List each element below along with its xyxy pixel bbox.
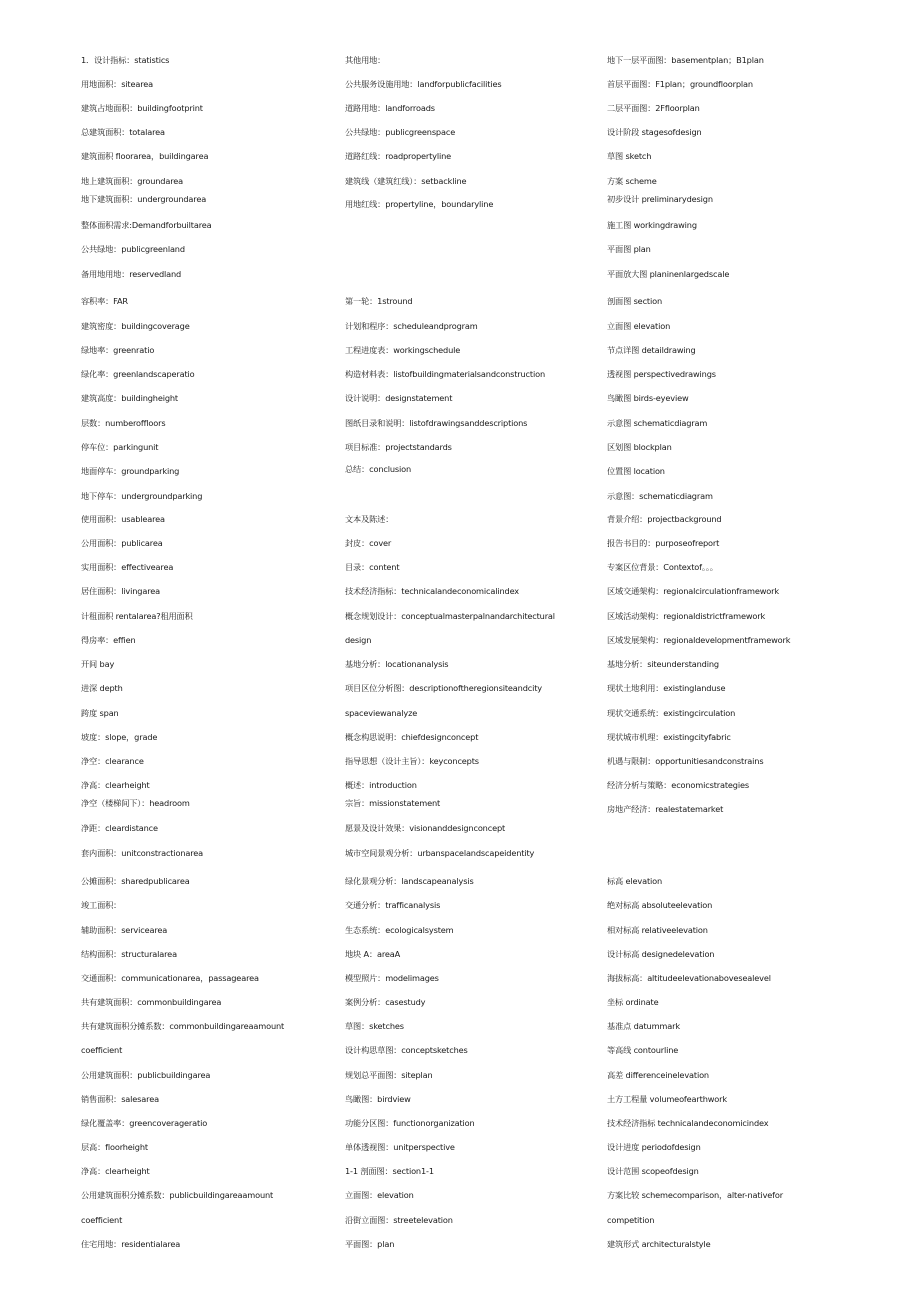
glossary-entry: 地下一层平面图：basementplan；B1plan (607, 55, 764, 65)
glossary-entry: 沿街立面图：streetelevation (345, 1215, 453, 1225)
glossary-entry: 目录：content (345, 562, 400, 572)
glossary-entry: 概念规划设计：conceptualmasterpalnandarchitectural (345, 611, 555, 621)
glossary-entry: 项目区位分析图：descriptionoftheregionsiteandcity (345, 683, 542, 693)
glossary-entry: 基地分析：locationanalysis (345, 659, 449, 669)
glossary-entry: 第一轮：1stround (345, 296, 413, 306)
glossary-entry: 绿化率：greenlandscaperatio (81, 369, 195, 379)
glossary-entry: 其他用地： (345, 55, 386, 65)
glossary-entry: 位置图 location (607, 466, 665, 476)
glossary-entry: 文本及陈述： (345, 514, 394, 524)
glossary-entry: 区划图 blockplan (607, 442, 672, 452)
glossary-entry: 首层平面图：F1plan；groundfloorplan (607, 79, 753, 89)
glossary-entry: 公摊面积：sharedpublicarea (81, 876, 190, 886)
glossary-entry: 草图：sketches (345, 1021, 404, 1031)
glossary-entry: 净距：cleardistance (81, 823, 158, 833)
glossary-entry: 规划总平面图：siteplan (345, 1070, 433, 1080)
glossary-entry: 机遇与限制：opportunitiesandconstrains (607, 756, 764, 766)
glossary-entry: 指导思想（设计主旨）：keyconcepts (345, 756, 479, 766)
glossary-entry: 宗旨：missionstatement (345, 798, 441, 808)
glossary-entry: 1-1 剖面图：section1-1 (345, 1166, 434, 1176)
glossary-entry: 经济分析与策略：economicstrategies (607, 780, 749, 790)
glossary-entry: 示意图：schematicdiagram (607, 491, 713, 501)
glossary-entry: 总结：conclusion (345, 464, 412, 474)
glossary-entry: 技术经济指标 technicalandeconomicindex (607, 1118, 769, 1128)
glossary-entry: 设计范围 scopeofdesign (607, 1166, 699, 1176)
glossary-entry: 生态系统：ecologicalsystem (345, 925, 454, 935)
glossary-entry: 建筑面积 floorarea，buildingarea (81, 151, 209, 161)
glossary-entry: coefficient (81, 1215, 123, 1225)
glossary-entry: 整体面积需求:Demandforbuiltarea (81, 220, 212, 230)
glossary-entry: 基地分析：siteunderstanding (607, 659, 719, 669)
glossary-entry: 共有建筑面积：commonbuildingarea (81, 997, 222, 1007)
glossary-entry: 工程进度表：workingschedule (345, 345, 461, 355)
glossary-entry: 等高线 contourline (607, 1045, 679, 1055)
glossary-entry: 平面图 plan (607, 244, 651, 254)
glossary-entry: 使用面积：usablearea (81, 514, 165, 524)
glossary-entry: 初步设计 preliminarydesign (607, 194, 713, 204)
glossary-entry: 二层平面图：2Ffloorplan (607, 103, 700, 113)
glossary-entry: 计划和程序：scheduleandprogram (345, 321, 478, 331)
glossary-entry: 平面图：plan (345, 1239, 395, 1249)
glossary-entry: 公用面积：publicarea (81, 538, 163, 548)
glossary-entry: coefficient (81, 1045, 123, 1055)
glossary-entry: 辅助面积：servicearea (81, 925, 168, 935)
glossary-entry: 用地红线：propertyline，boundaryline (345, 199, 494, 209)
glossary-entry: 报告书目的：purposeofreport (607, 538, 720, 548)
glossary-entry: 单体透视图：unitperspective (345, 1142, 455, 1152)
glossary-entry: 功能分区图：functionorganization (345, 1118, 475, 1128)
glossary-entry: 图纸目录和说明：listofdrawingsanddescriptions (345, 418, 528, 428)
glossary-entry: 草图 sketch (607, 151, 652, 161)
glossary-entry: 设计进度 periodofdesign (607, 1142, 701, 1152)
glossary-entry: 项目标准：projectstandards (345, 442, 452, 452)
glossary-entry: 层高：floorheight (81, 1142, 148, 1152)
glossary-entry: 净高：clearheight (81, 780, 150, 790)
glossary-entry: 套内面积：unitconstractionarea (81, 848, 204, 858)
glossary-entry: 绿地率：greenratio (81, 345, 155, 355)
glossary-entry: 坐标 ordinate (607, 997, 659, 1007)
glossary-entry: 净空：clearance (81, 756, 144, 766)
glossary-entry: 净空（楼梯间下）：headroom (81, 798, 190, 808)
glossary-entry: 地块 A：areaA (345, 949, 401, 959)
glossary-entry: 停车位：parkingunit (81, 442, 159, 452)
glossary-entry: 构造材料表：listofbuildingmaterialsandconstruction (345, 369, 545, 379)
glossary-entry: competition (607, 1215, 655, 1225)
glossary-entry: 模型照片：modelimages (345, 973, 439, 983)
glossary-entry: 总建筑面积：totalarea (81, 127, 165, 137)
glossary-entry: 坡度：slope，grade (81, 732, 158, 742)
glossary-entry: 节点详图 detaildrawing (607, 345, 696, 355)
glossary-entry: 实用面积：effectivearea (81, 562, 174, 572)
glossary-entry: 开间 bay (81, 659, 115, 669)
glossary-entry: 愿景及设计效果：visionanddesignconcept (345, 823, 506, 833)
glossary-entry: 剖面图 section (607, 296, 663, 306)
glossary-entry: 绿化景观分析：landscapeanalysis (345, 876, 474, 886)
glossary-entry: 海拔标高：altitudeelevationabovesealevel (607, 973, 771, 983)
glossary-entry: 层数：numberoffloors (81, 418, 166, 428)
glossary-entry: 公用建筑面积分摊系数：publicbuildingareaamount (81, 1190, 274, 1200)
glossary-entry: 区域活动架构：regionaldistrictframework (607, 611, 766, 621)
glossary-entry: 销售面积：salesarea (81, 1094, 159, 1104)
glossary-entry: 设计说明：designstatement (345, 393, 453, 403)
glossary-entry: 现状城市机理：existingcityfabric (607, 732, 731, 742)
glossary-entry: 立面图：elevation (345, 1190, 414, 1200)
glossary-entry: 竣工面积： (81, 900, 122, 910)
glossary-entry: 城市空间景观分析：urbanspacelandscapeidentity (345, 848, 535, 858)
glossary-entry: 进深 depth (81, 683, 123, 693)
glossary-entry: 建筑线（建筑红线）：setbackline (345, 176, 467, 186)
glossary-entry: 共有建筑面积分摊系数：commonbuildingareaamount (81, 1021, 285, 1031)
glossary-entry: 专案区位背景：Contextof。。。 (607, 562, 718, 572)
glossary-entry: 概述：introduction (345, 780, 417, 790)
glossary-entry: 现状交通系统：existingcirculation (607, 708, 736, 718)
glossary-entry: 示意图 schematicdiagram (607, 418, 708, 428)
glossary-entry: 道路用地：landforroads (345, 103, 435, 113)
glossary-entry: 道路红线：roadpropertyline (345, 151, 452, 161)
glossary-entry: 公共绿地：publicgreenspace (345, 127, 456, 137)
glossary-entry: 鸟瞰图：birdview (345, 1094, 411, 1104)
glossary-entry: 基准点 datummark (607, 1021, 680, 1031)
glossary-entry: 方案比较 schemecomparison，alter-nativefor (607, 1190, 783, 1200)
glossary-entry: 施工图 workingdrawing (607, 220, 697, 230)
glossary-entry: 备用地用地：reservedland (81, 269, 182, 279)
glossary-entry: 容积率：FAR (81, 296, 128, 306)
glossary-entry: 土方工程量 volumeofearthwork (607, 1094, 727, 1104)
glossary-entry: 区域发展架构：regionaldevelopmentframework (607, 635, 791, 645)
glossary-entry: 标高 elevation (607, 876, 663, 886)
glossary-entry: 交通分析：trafficanalysis (345, 900, 441, 910)
glossary-entry: 地面停车：groundparking (81, 466, 180, 476)
glossary-entry: spaceviewanalyze (345, 708, 418, 718)
glossary-entry: 高差 differenceinelevation (607, 1070, 709, 1080)
glossary-entry: 案例分析：casestudy (345, 997, 426, 1007)
glossary-entry: 建筑形式 architecturalstyle (607, 1239, 711, 1249)
glossary-entry: 封皮：cover (345, 538, 392, 548)
glossary-entry: 鸟瞰图 birds-eyeview (607, 393, 689, 403)
glossary-entry: 立面图 elevation (607, 321, 671, 331)
glossary-entry: 公用建筑面积：publicbuildingarea (81, 1070, 211, 1080)
glossary-entry: 现状土地利用：existinglanduse (607, 683, 726, 693)
glossary-entry: 跨度 span (81, 708, 119, 718)
glossary-entry: 区域交通架构：regionalcirculationframework (607, 586, 779, 596)
glossary-entry: 净高：clearheight (81, 1166, 150, 1176)
glossary-entry: 技术经济指标：technicalandeconomicalindex (345, 586, 520, 596)
glossary-entry: 建筑高度：buildingheight (81, 393, 178, 403)
glossary-entry: 平面放大图 planinenlargedscale (607, 269, 730, 279)
glossary-entry: 结构面积：structuralarea (81, 949, 177, 959)
glossary-entry: 方案 scheme (607, 176, 657, 186)
glossary-entry: 地下建筑面积：undergroundarea (81, 194, 207, 204)
glossary-entry: 1．设计指标：statistics (81, 55, 170, 65)
glossary-entry: 住宅用地：residentialarea (81, 1239, 181, 1249)
glossary-entry: 用地面积：sitearea (81, 79, 154, 89)
glossary-entry: 绝对标高 absoluteelevation (607, 900, 713, 910)
glossary-entry: 设计标高 designedelevation (607, 949, 715, 959)
glossary-entry: 居住面积：livingarea (81, 586, 161, 596)
glossary-entry: 相对标高 relativeelevation (607, 925, 708, 935)
glossary-entry: 得房率：effien (81, 635, 136, 645)
glossary-entry: 房地产经济：realestatemarket (607, 804, 724, 814)
glossary-entry: 交通面积：communicationarea，passagearea (81, 973, 259, 983)
glossary-entry: 透视图 perspectivedrawings (607, 369, 716, 379)
glossary-entry: 设计阶段 stagesofdesign (607, 127, 702, 137)
glossary-entry: 概念构思说明：chiefdesignconcept (345, 732, 479, 742)
glossary-entry: 地下停车：undergroundparking (81, 491, 203, 501)
glossary-entry: 设计构思草图：conceptsketches (345, 1045, 468, 1055)
glossary-entry: 计租面积 rentalarea?租用面积 (81, 611, 193, 621)
glossary-entry: 建筑密度：buildingcoverage (81, 321, 190, 331)
glossary-entry: 公共绿地：publicgreenland (81, 244, 185, 254)
glossary-entry: 背景介绍：projectbackground (607, 514, 722, 524)
glossary-entry: design (345, 635, 372, 645)
glossary-entry: 建筑占地面积：buildingfootprint (81, 103, 203, 113)
glossary-entry: 公共服务设施用地：landforpublicfacilities (345, 79, 502, 89)
glossary-entry: 地上建筑面积：groundarea (81, 176, 183, 186)
glossary-entry: 绿化覆盖率：greencoverageratio (81, 1118, 208, 1128)
